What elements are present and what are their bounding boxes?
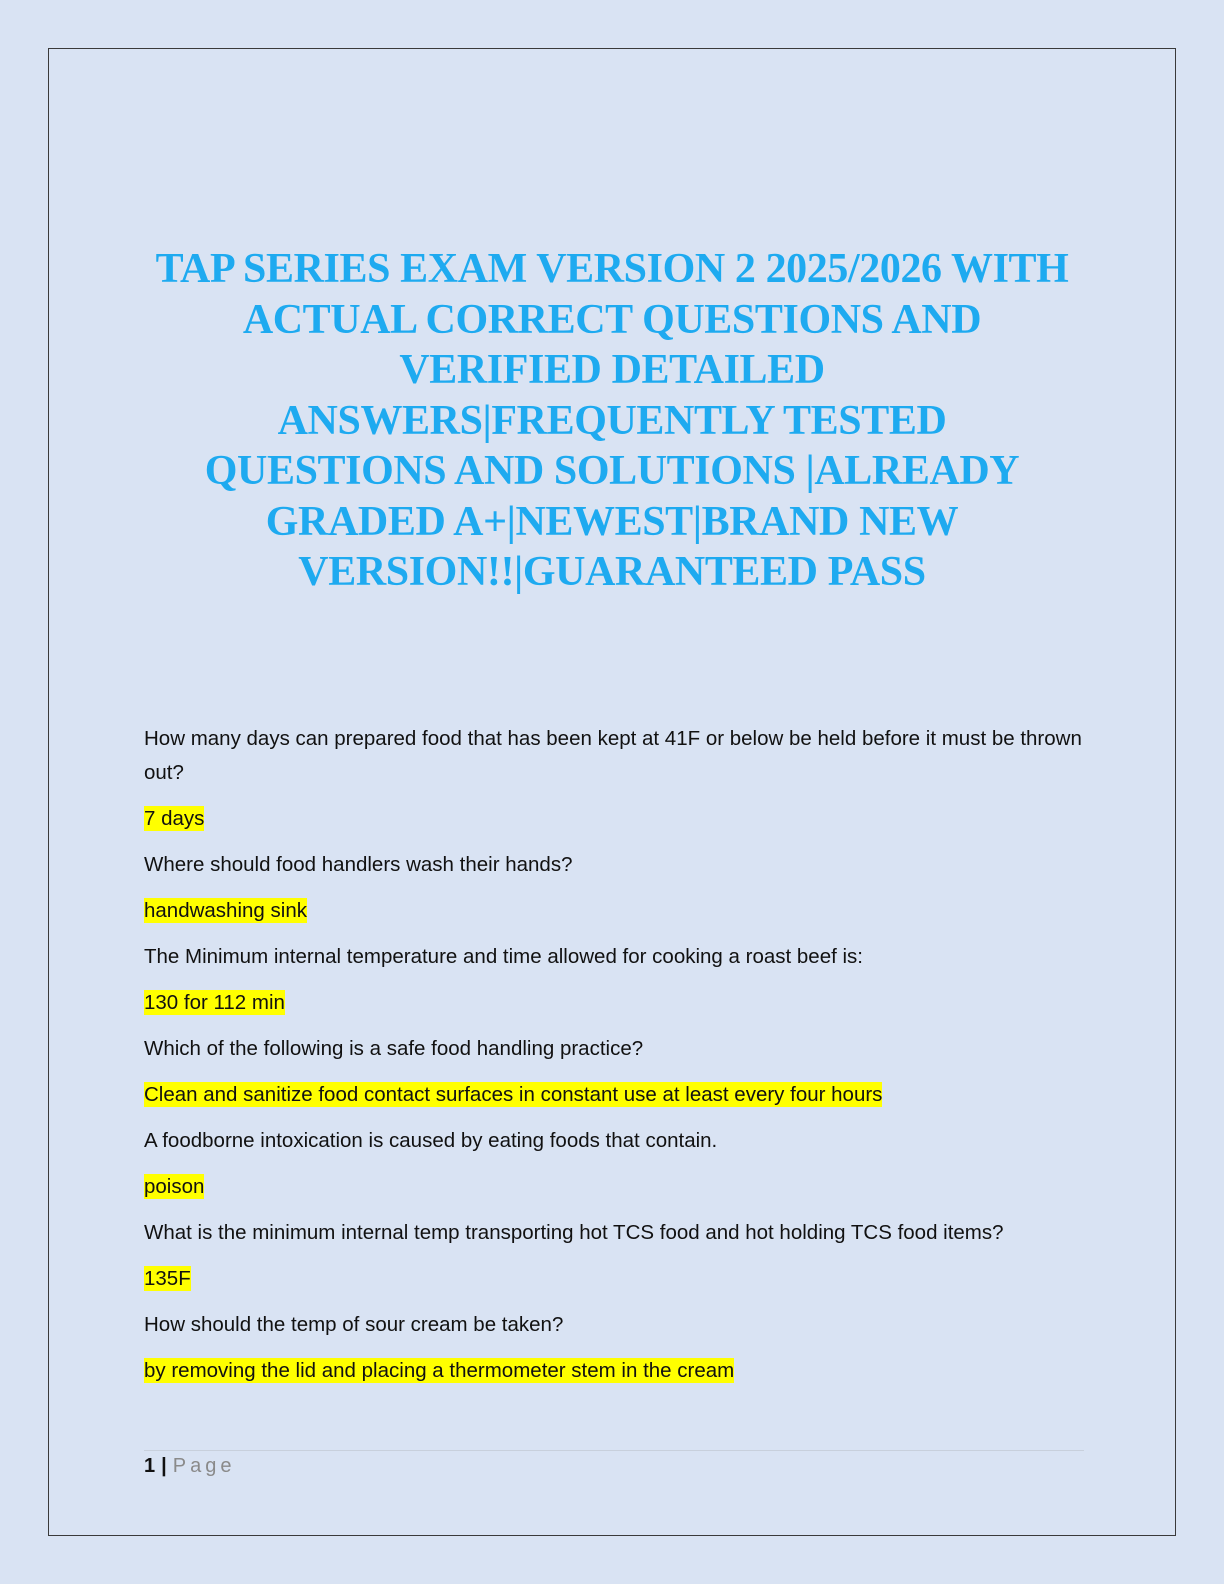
document-title [110, 244, 1114, 598]
answer [144, 1262, 1084, 1295]
question: The Minimum internal temperature and time allowed for cooking a roast beef is: [144, 945, 863, 968]
title-line: ACTUAL CORRECT QUESTIONS AND [242, 296, 982, 343]
question: Where should food handlers wash their hands? [144, 853, 573, 876]
title-line: TAP SERIES EXAM VERSION 2 2025/2026 WITH [155, 246, 1069, 292]
page-footer [144, 1452, 235, 1480]
answer [144, 1354, 1084, 1387]
question: Which of the following is a safe food handling practice? [144, 1037, 644, 1060]
answer [144, 894, 1084, 927]
answer-highlight: handwashing sink [144, 899, 307, 922]
footer-separator: | [161, 1455, 167, 1477]
answer-highlight: 7 days [144, 807, 205, 830]
answer [144, 986, 1084, 1019]
answer [144, 802, 1084, 835]
answer-highlight: Clean and sanitize food contact surfaces in constant use at least every four hours [144, 1083, 883, 1106]
title-line: QUESTIONS AND SOLUTIONS |ALREADY [204, 448, 1020, 494]
question: A foodborne intoxication is caused by eating foods that contain. [144, 1129, 718, 1152]
question: How many days can prepared food that has been kept at 41F or below be held before it must be thrown out? [144, 727, 1082, 784]
question-answer-list [144, 722, 1084, 1400]
answer-highlight: poison [144, 1175, 205, 1198]
question: What is the minimum internal temp transporting hot TCS food and hot holding TCS food items? [144, 1221, 1004, 1244]
answer [144, 1170, 1084, 1203]
page-label: Page [172, 1455, 236, 1477]
answer-highlight: by removing the lid and placing a thermometer stem in the cream [144, 1359, 735, 1382]
answer-highlight: 130 for 112 min [144, 991, 285, 1014]
title-line: GRADED A+|NEWEST|BRAND NEW [265, 498, 959, 545]
footer-divider [144, 1450, 1084, 1451]
page-number: 1 [144, 1455, 156, 1477]
answer [144, 1078, 1084, 1111]
answer-highlight: 135F [144, 1267, 191, 1290]
title-line: VERIFIED DETAILED [399, 347, 825, 393]
title-line: ANSWERS|FREQUENTLY TESTED [277, 397, 947, 444]
question: How should the temp of sour cream be taken? [144, 1313, 564, 1336]
title-line: VERSION!!|GUARANTEED PASS [298, 549, 926, 595]
